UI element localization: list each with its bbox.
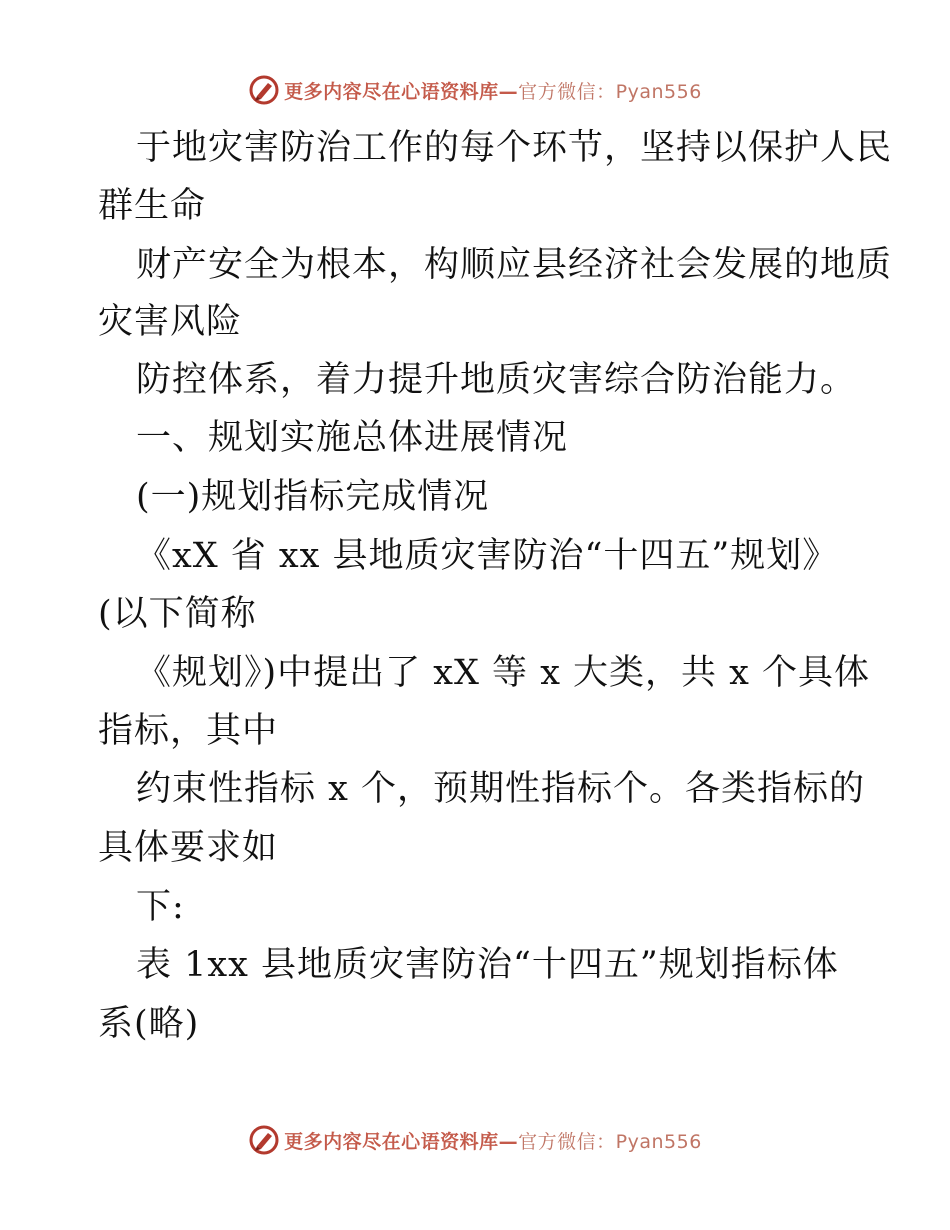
footer-banner-text — [284, 1127, 702, 1154]
body-line: 系(略) — [98, 1004, 200, 1044]
body-line: 《xX 省 xx 县地质灾害防治“十四五”规划》 — [136, 536, 839, 576]
body-line: 财产安全为根本，构顺应县经济社会发展的地质 — [136, 245, 893, 285]
header-banner-label: 更多内容尽在心语资料库— — [284, 80, 519, 103]
section-heading: 一、规划实施总体进展情况 — [136, 418, 569, 458]
pen-nib-logo-icon — [248, 1124, 280, 1156]
subsection-heading: (一)规划指标完成情况 — [136, 477, 490, 517]
body-line: 灾害风险 — [98, 302, 243, 342]
body-line: 表 1xx 县地质灾害防治“十四五”规划指标体 — [136, 945, 839, 985]
body-line: 防控体系，着力提升地质灾害综合防治能力。 — [136, 360, 857, 400]
body-line: 《规划》)中提出了 xX 等 x 大类，共 x 个具体 — [136, 653, 871, 693]
body-line: 指标，其中 — [98, 711, 279, 751]
header-banner-wechat: 官方微信：Pyan556 — [518, 80, 702, 103]
footer-banner — [0, 1120, 950, 1160]
footer-banner-label: 更多内容尽在心语资料库— — [284, 1130, 519, 1153]
body-line: 群生命 — [98, 186, 207, 226]
body-line: 下: — [136, 887, 185, 927]
body-line: 具体要求如 — [98, 828, 279, 868]
body-line: 于地灾害防治工作的每个环节，坚持以保护人民 — [136, 128, 893, 168]
body-line: 约束性指标 x 个，预期性指标个。各类指标的 — [136, 769, 865, 809]
body-line: (以下简称 — [98, 594, 257, 634]
footer-banner-wechat: 官方微信：Pyan556 — [518, 1130, 702, 1153]
